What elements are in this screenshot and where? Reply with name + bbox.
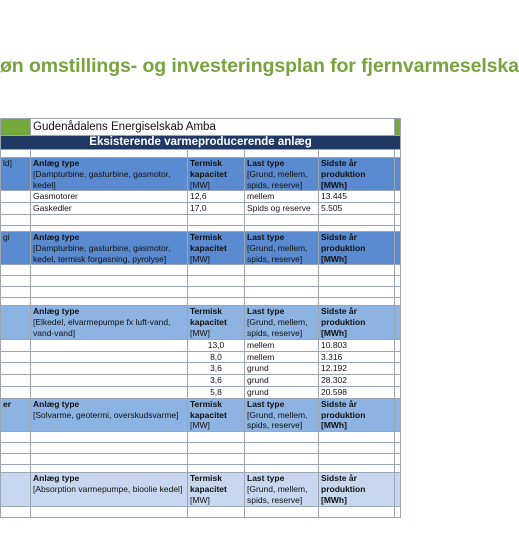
production: 5.505: [319, 203, 395, 215]
termisk-header: Termisk kapacitet: [190, 473, 227, 494]
production-header: Sidste år produktion: [321, 158, 366, 179]
load-type: mellem: [245, 191, 319, 203]
last-type-header: Last type: [247, 231, 285, 242]
production-header: Sidste år produktion: [321, 473, 366, 494]
page-title: øn omstillings- og investeringsplan for fjernvarmeselska: [0, 55, 519, 77]
table-row: [1, 351, 401, 363]
termisk-header: Termisk kapacitet: [190, 398, 227, 420]
termisk-unit: [MW]: [190, 179, 210, 190]
anlaeg-desc: [Elkedel, elvarmepumpe fx luft-vand, vand-vand]: [33, 317, 171, 338]
capacity: 17,0: [188, 203, 245, 215]
last-type-header: Last type: [247, 398, 285, 409]
section-bar: [1, 136, 401, 150]
group-header: [1, 231, 401, 264]
production-header: Sidste år produktion: [321, 306, 366, 328]
production-unit: [MWh]: [321, 494, 347, 505]
load-type: mellem: [245, 339, 319, 351]
termisk-header: Termisk kapacitet: [190, 158, 227, 179]
table-row: [1, 339, 401, 351]
anlaeg-header: Anlæg type: [33, 158, 80, 168]
anlaeg-header: Anlæg type: [33, 306, 80, 317]
capacity: 3,6: [188, 375, 245, 387]
capacity: 13,0: [188, 339, 245, 351]
last-type-options: [Grund, mellem, spids, reserve]: [247, 483, 308, 505]
termisk-unit: [MW]: [190, 253, 210, 264]
production: 20.598: [319, 386, 395, 398]
green-cell: [1, 119, 31, 136]
anlaeg-header: Anlæg type: [33, 231, 80, 242]
capacity: 3,6: [188, 363, 245, 375]
production-header: Sidste år produktion: [321, 231, 366, 253]
termisk-unit: [MW]: [190, 327, 210, 338]
production: 13.445: [319, 191, 395, 203]
anlaeg-desc: [Absorption varmepumpe, bioolie kedel]: [33, 483, 183, 494]
production: 12.192: [319, 363, 395, 375]
company-name: Gudenådalens Energiselskab Amba: [31, 119, 395, 136]
anlaeg-desc: [Solvarme, geotermi, overskudsvarme]: [33, 409, 179, 420]
table-row: [1, 375, 401, 387]
production: 10.803: [319, 339, 395, 351]
last-type-options: [Grund, mellem, spids, reserve]: [247, 317, 308, 338]
group-label: er: [1, 398, 31, 431]
termisk-header: Termisk kapacitet: [190, 231, 227, 253]
capacity: 5,8: [188, 386, 245, 398]
anlaeg-header: Anlæg type: [33, 398, 80, 409]
load-type: grund: [245, 363, 319, 375]
production-unit: [MWh]: [321, 179, 347, 190]
production: 3.316: [319, 351, 395, 363]
table-row: [1, 386, 401, 398]
section-title: Eksisterende varmeproducerende anlæg: [1, 136, 401, 150]
plant-type: Gaskedler: [31, 203, 188, 215]
table-row: [1, 203, 401, 215]
group-label: gi: [1, 231, 31, 264]
termisk-unit: [MW]: [190, 420, 210, 431]
plant-table: [0, 118, 401, 518]
production-header: Sidste år produktion: [321, 398, 366, 420]
company-row: [1, 119, 401, 136]
plant-type: Gasmotorer: [31, 191, 188, 203]
termisk-header: Termisk kapacitet: [190, 306, 227, 328]
production-unit: [MWh]: [321, 253, 347, 264]
last-type-header: Last type: [247, 473, 285, 484]
load-type: grund: [245, 375, 319, 387]
anlaeg-desc: [Dampturbine, gasturbine, gasmotor, kedel]: [33, 168, 171, 190]
last-type-options: [Grund, mellem, spids, reserve]: [247, 409, 308, 431]
production-unit: [MWh]: [321, 327, 347, 338]
group-header: [1, 306, 401, 339]
capacity: 12,6: [188, 191, 245, 203]
production: 28.302: [319, 375, 395, 387]
production-unit: [MWh]: [321, 420, 347, 431]
anlaeg-header: Anlæg type: [33, 473, 80, 484]
last-type-options: [Grund, mellem, spids, reserve]: [247, 242, 308, 264]
last-type-options: [Grund, mellem, spids, reserve]: [247, 168, 308, 190]
group-header: [1, 398, 401, 431]
load-type: Spids og reserve: [245, 203, 319, 215]
group-header: [1, 158, 401, 191]
green-cell: [395, 119, 401, 136]
capacity: 8,0: [188, 351, 245, 363]
load-type: grund: [245, 386, 319, 398]
last-type-header: Last type: [247, 306, 285, 317]
group-header: [1, 473, 401, 506]
table-row: [1, 363, 401, 375]
load-type: mellem: [245, 351, 319, 363]
termisk-unit: [MW]: [190, 494, 210, 505]
anlaeg-desc: [Dampturbine, gasturbine, gasmotor, kedel, termisk forgasning, pyrolyse]: [33, 242, 171, 264]
table-row: [1, 191, 401, 203]
last-type-header: Last type: [247, 158, 285, 168]
group-label: ld]: [1, 158, 31, 191]
